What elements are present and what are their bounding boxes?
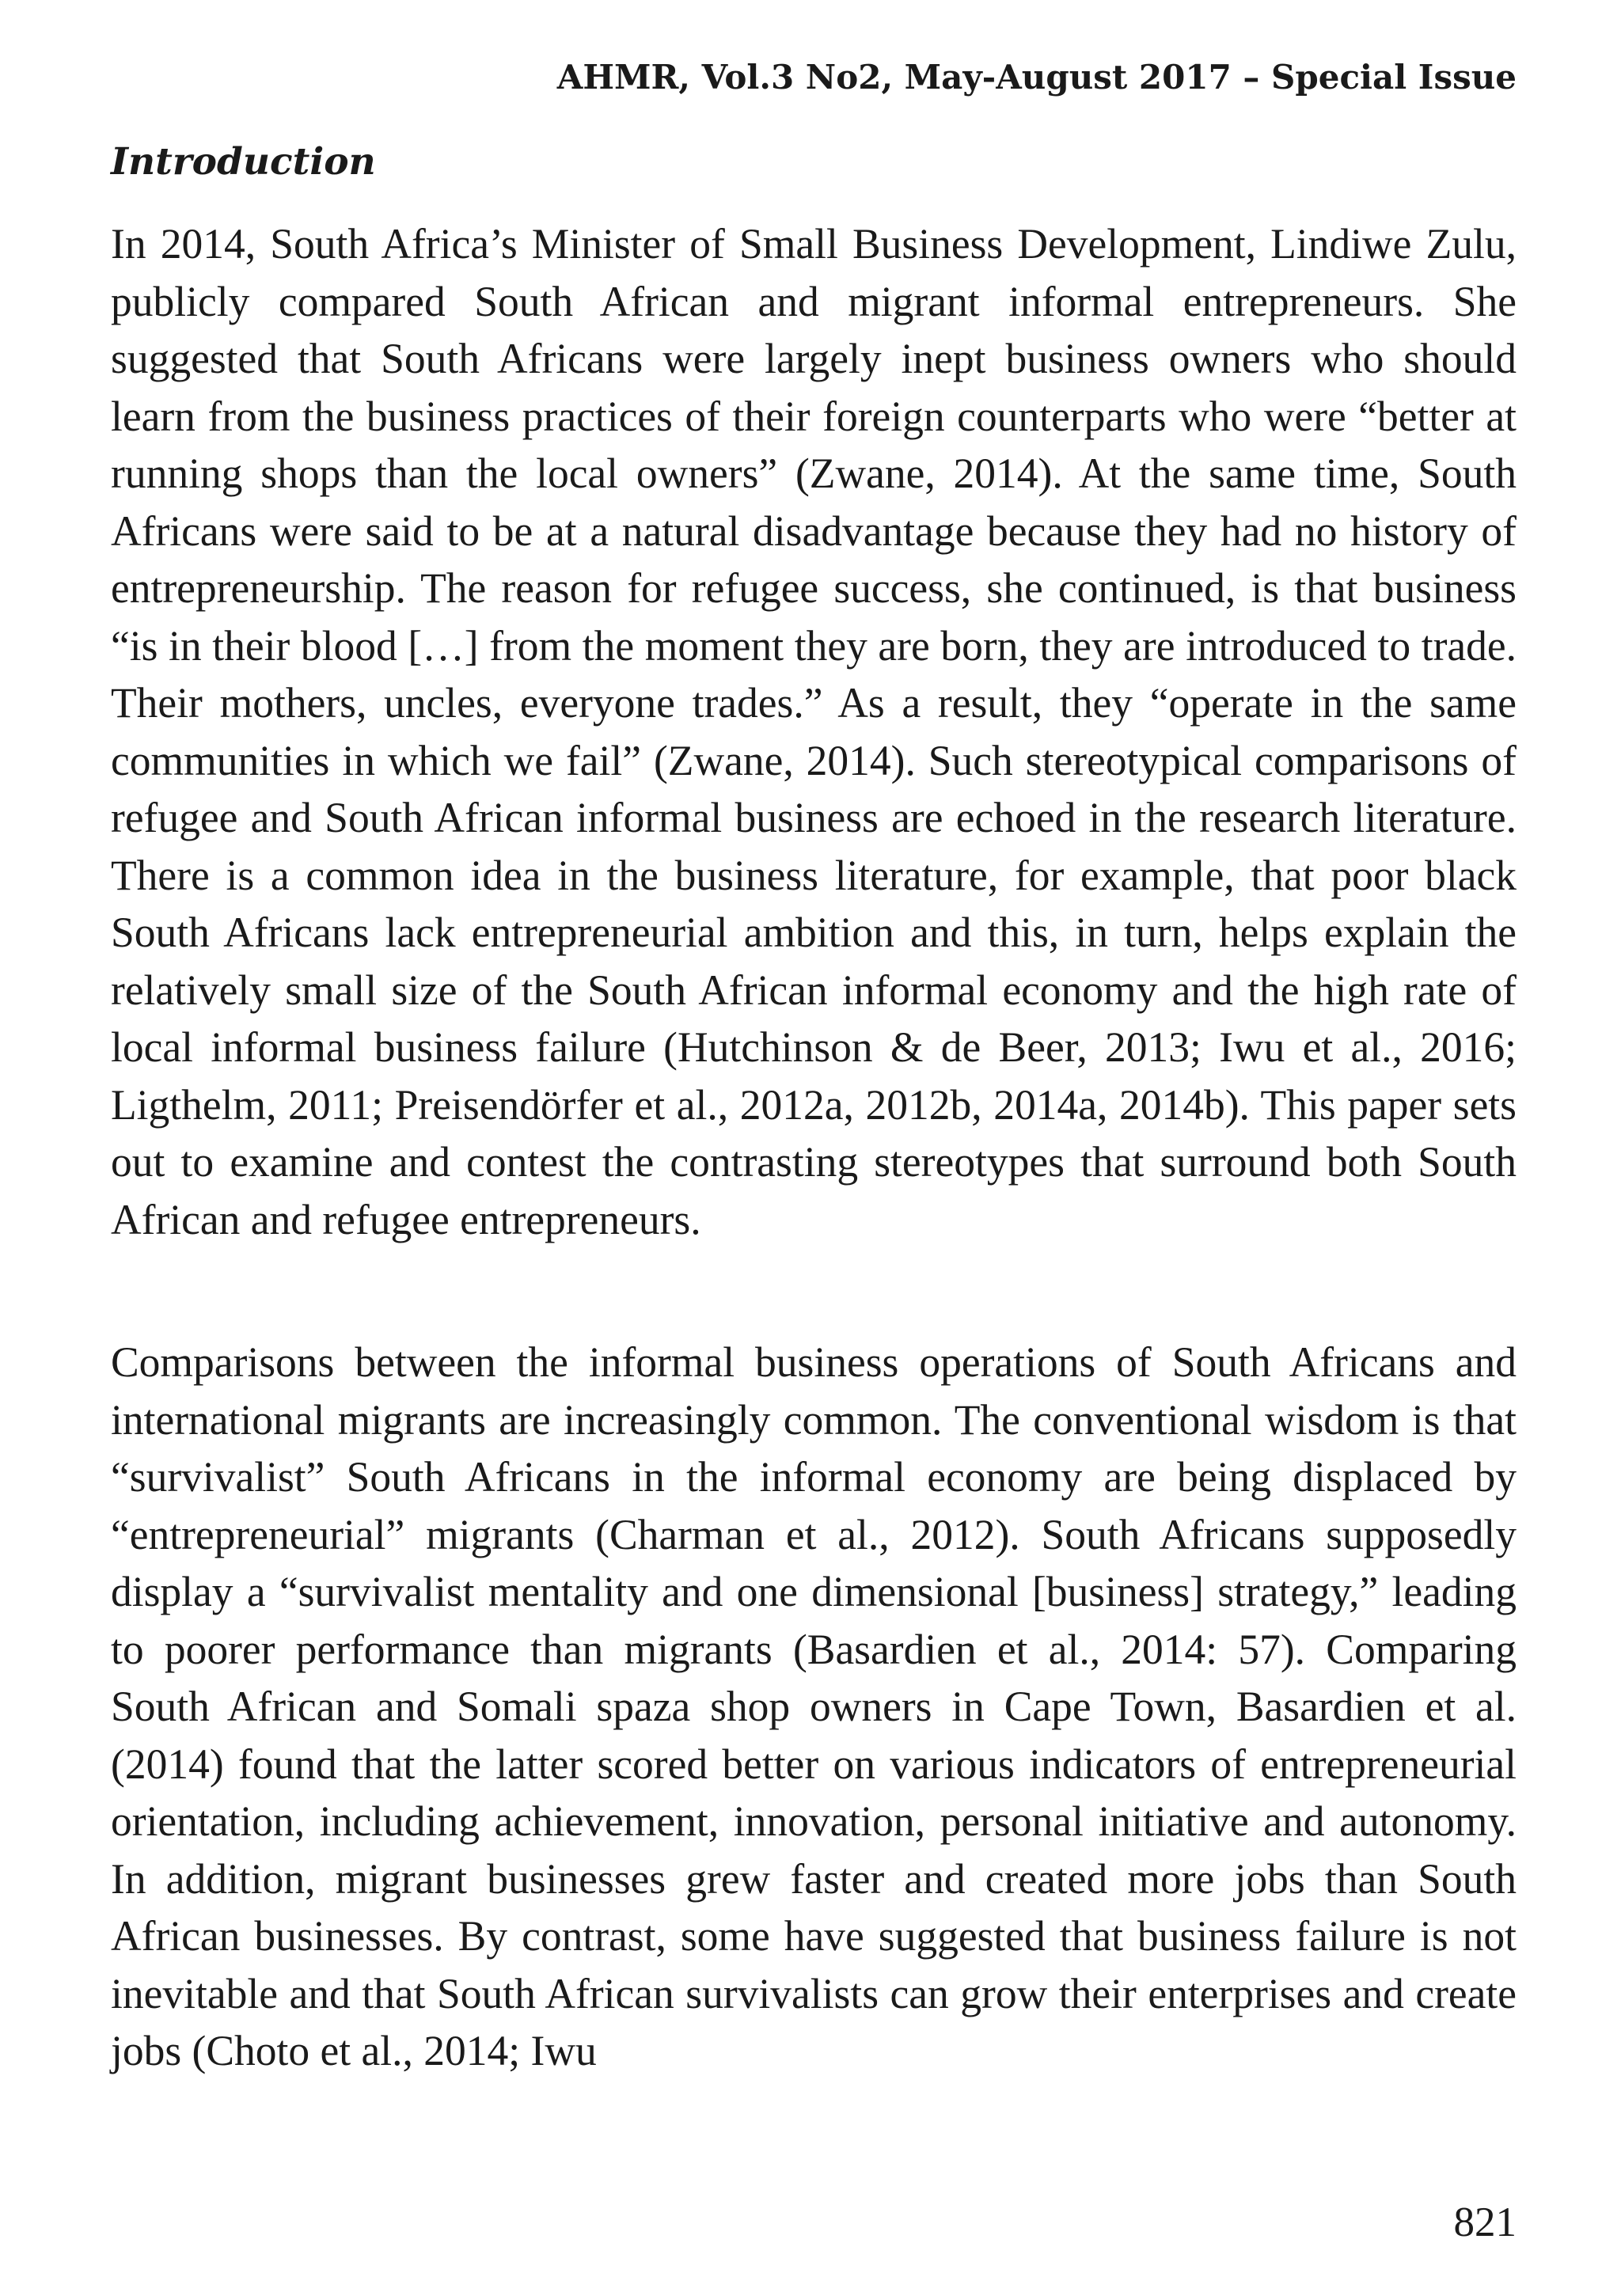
section-heading-introduction: Introduction: [111, 140, 376, 184]
page-number: 821: [1453, 2199, 1517, 2245]
running-header: AHMR, Vol.3 No2, May-August 2017 – Special Issue: [556, 58, 1517, 97]
body-paragraph-2: Comparisons between the informal business operations of South Africans and international migrants are increasingly common. The conventional wisdom is that “survivalist” South Africans in the informal economy are being displaced by “entrepreneurial” migrants (Charman et al., 2012). South Africans supposedly display a “survivalist mentality and one dimensional [business] strategy,” leading to poorer performance than migrants (Basardien et al., 2014: 57). Comparing South African and Somali spaza shop owners in Cape Town, Basardien et al. (2014) found that the latter scored better on various indicators of entrepreneurial orientation, including achievement, innovation, personal initiative and autonomy. In addition, migrant businesses grew faster and created more jobs than South African businesses. By contrast, some have suggested that business failure is not inevitable and that South African survivalists can grow their enterprises and create jobs (Choto et al., 2014; Iwu: [111, 1338, 1517, 2074]
body-paragraph-1: In 2014, South Africa’s Minister of Small Business Development, Lindiwe Zulu, publicly compared South African and migrant informal entrepreneurs. She suggested that South Africans were largely inept business owners who should learn from the business practices of their foreign counterparts who were “better at running shops than the local owners” (Zwane, 2014). At the same time, South Africans were said to be at a natural disadvantage because they had no history of entrepreneurship. The reason for refugee success, she continued, is that business “is in their blood […] from the moment they are born, they are introduced to trade. Their mothers, uncles, everyone trades.” As a result, they “operate in the same communities in which we fail” (Zwane, 2014). Such stereotypical comparisons of refugee and South African informal business are echoed in the research literature. There is a common idea in the business literature, for example, that poor black South Africans lack entrepreneurial ambition and this, in turn, helps explain the relatively small size of the South African informal economy and the high rate of local informal business failure (Hutchinson & de Beer, 2013; Iwu et al., 2016; Ligthelm, 2011; Preisendörfer et al., 2012a, 2012b, 2014a, 2014b). This paper sets out to examine and contest the contrasting stereotypes that surround both South African and refugee entrepreneurs.: [111, 220, 1517, 1243]
